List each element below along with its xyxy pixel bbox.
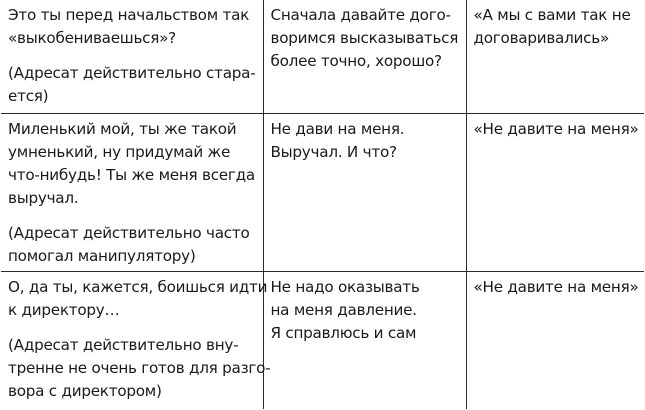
table-row xyxy=(1,0,644,113)
note-line: ется) xyxy=(8,87,49,105)
response-line: Сначала давайте дого- xyxy=(270,6,451,24)
phrase-line: Миленький мой, ты же такой xyxy=(8,119,237,138)
note-line: помогал манипулятору) xyxy=(8,246,196,265)
phrase-cell xyxy=(1,271,271,409)
table-row xyxy=(1,113,644,271)
phrase-line: О, да ты, кажется, боишься идти xyxy=(8,277,268,296)
phrase-line: выручал. xyxy=(8,188,79,207)
comment-line: «Не давите на меня» xyxy=(473,277,639,296)
response-line: Не надо оказывать xyxy=(270,277,420,296)
comment-cell xyxy=(466,113,644,271)
comment-cell xyxy=(466,271,644,409)
note-line: тренне не очень готов для разго- xyxy=(8,358,271,377)
phrase-line: к директору… xyxy=(8,300,120,319)
comment-line: договаривались» xyxy=(473,29,610,47)
response-cell xyxy=(263,113,466,271)
phrase-cell xyxy=(1,0,263,113)
phrase-line: Это ты перед начальством так xyxy=(8,6,250,24)
context-note xyxy=(8,62,256,108)
note-line: вора с директором) xyxy=(8,381,162,400)
response-line: воримся высказываться xyxy=(270,29,459,47)
response-cell xyxy=(263,271,466,409)
context-note xyxy=(8,334,271,403)
phrase-line: что-нибудь! Ты же меня всегда xyxy=(8,165,255,184)
note-line: (Адресат действительно часто xyxy=(8,223,250,242)
context-note xyxy=(8,222,256,268)
comment-line: «Не давите на меня» xyxy=(473,119,639,138)
comment-cell xyxy=(466,0,644,113)
response-line: на меня давление. xyxy=(270,300,417,319)
phrase-cell xyxy=(1,113,263,271)
phrase-line: «выкобениваешься»? xyxy=(8,29,176,47)
response-cell xyxy=(263,0,466,113)
note-line: (Адресат действительно стара- xyxy=(8,64,256,82)
dialogue-table xyxy=(1,0,644,409)
response-line: Не дави на меня. xyxy=(270,119,405,138)
comment-line: «А мы с вами так не xyxy=(473,6,631,24)
response-line: более точно, хорошо? xyxy=(270,52,442,70)
response-line: Выручал. И что? xyxy=(270,142,397,161)
phrase-line: умненький, ну придумай же xyxy=(8,142,231,161)
note-line: (Адресат действительно вну- xyxy=(8,335,239,354)
table-row xyxy=(1,271,644,409)
response-line: Я справлюсь и сам xyxy=(270,323,417,342)
